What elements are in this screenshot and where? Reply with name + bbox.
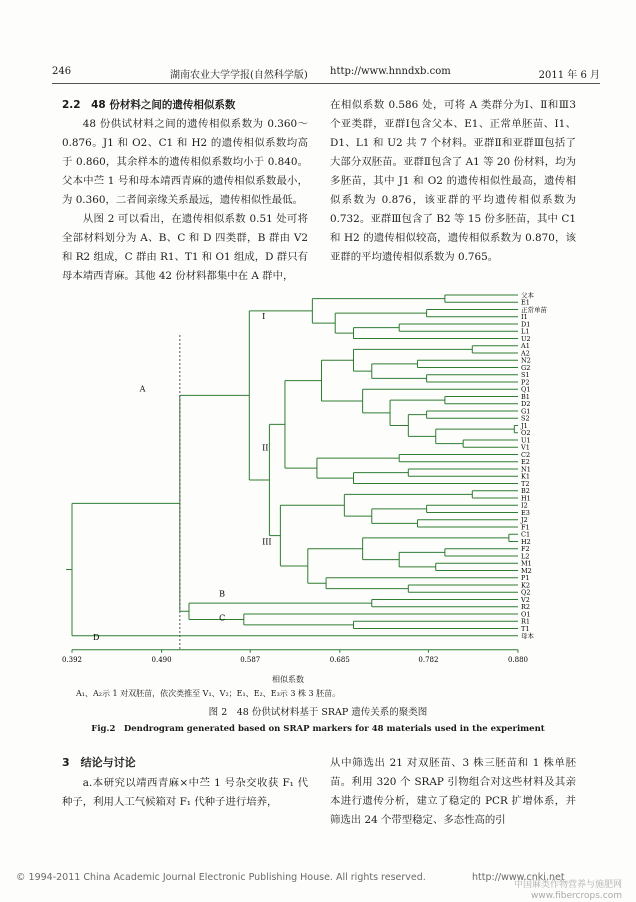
group-label-C: C [219,613,226,623]
leaf-label: D2 [521,400,531,409]
x-tick-label: 0.392 [61,655,83,664]
paragraph: 从图 2 可以看出，在遗传相似系数 0.51 处可将全部材料划分为 A、B、C 和 D 四类群，B 群由 V2 和 R2 组成，C 群由 R1、T1 和 O1 组成，D 群只有母本靖西青麻。其他 42 份材料都集中在 A 群中， [62,213,308,282]
leaf-label: D1 [521,320,531,329]
leaf-label: J2 [521,516,528,525]
figure-note: A₁、A₂示 1 对双胚苗，依次类推至 V₁、V₂；E₁、E₂、E₃示 3 株 3 胚苗。 [76,689,341,698]
leaf-label: I1 [521,313,528,322]
leaf-label: T2 [521,479,530,488]
leaf-label: R1 [521,617,531,626]
leaf-label: A2 [521,349,530,358]
leaf-label: V2 [521,595,530,604]
leaf-label: G1 [521,407,531,416]
watermark-line: 中国麻类作物营养与施肥网 [513,880,622,890]
figure-caption-en: Fig.2 Dendrogram generated based on SRAP markers for 48 materials used in the experiment [91,724,545,734]
journal-url[interactable]: http://www.hnndxb.com [330,66,451,77]
group-label-II: II [262,443,269,453]
leaf-label: N1 [521,465,531,474]
page-number: 246 [52,66,72,77]
header-rule [52,83,600,84]
leaf-label: L2 [521,552,530,561]
group-label-III: III [262,537,272,547]
leaf-label: S1 [521,371,530,380]
leaf-label: U2 [521,334,531,343]
leaf-label: P1 [521,574,530,583]
left-column [62,96,308,286]
leaf-label: M2 [521,566,532,575]
leaf-label: J1 [521,421,528,430]
leaf-label: A1 [521,342,530,351]
group-label-I: I [262,311,266,321]
leaf-label: G2 [521,363,531,372]
leaf-label: L1 [521,327,530,336]
leaf-label: C2 [521,450,531,459]
leaf-label: Q2 [521,588,531,597]
x-tick-label: 0.685 [329,655,350,664]
leaf-label: V1 [521,443,530,452]
watermark-line: www.fibercrops.com [531,891,622,901]
group-label-B: B [219,589,226,599]
paragraph: a.本研究以靖西青麻×中苎 1 号杂交收获 F₁ 代种子，利用人工气候箱对 F₁ 代种子进行培养， [62,777,308,808]
leaf-label: H1 [521,494,531,503]
leaf-label: R2 [521,603,531,612]
watermark [514,880,622,902]
leaf-label: E2 [521,458,530,467]
paragraph: 从中筛选出 21 对双胚苗、3 株三胚苗和 1 株单胚苗。利用 320 个 SRAP 引物组合对这些材料及其亲本进行遗传分析，建立了稳定的 PCR 扩增体系，并筛选出 24 个带型稳定、多态性高的引 [330,757,576,826]
section-heading-2-2: 2.2 48 份材料之间的遗传相似系数 [62,99,236,111]
leaf-label: P2 [521,378,530,387]
footer-url[interactable]: http://www.cnki.net [472,872,565,883]
paragraph: 在相似系数 0.586 处，可将 A 类群分为Ⅰ、Ⅱ和Ⅲ3 个亚类群，亚群Ⅰ包含父本、E1、正常单胚苗、I1、D1、L1 和 U2 共 7 个材料。亚群Ⅱ和亚群Ⅲ包括了大部分双胚苗。亚群Ⅱ包含了 A1 等 20 份材料，均为多胚苗，其中 J1 和 O2 的遗传相似性最高，遗传相似系数为 0.876，该亚群的平均遗传相似系数为 0.732。亚群Ⅲ包含了 B2 等 15 份多胚苗，其中 C1 和 H2 的遗传相似较高，遗传相似系数为 0.870，该亚群的平均遗传相似系数为 0.765。 [330,99,576,263]
leaf-label: S2 [521,414,530,423]
leaf-label: M1 [521,559,532,568]
dendrogram-figure [60,285,547,677]
journal-name: 湖南农业大学学报(自然科学版) [170,70,308,81]
x-tick-label: 0.782 [418,655,439,664]
x-tick-label: 0.490 [151,655,172,664]
leaf-label: E1 [521,298,530,307]
leaf-label: 母本 [521,632,534,641]
running-header [52,66,600,82]
leaf-label: I2 [521,501,528,510]
paragraph: 48 份供试材料之间的遗传相似系数为 0.360～0.876。J1 和 O2、C1 和 H2 的遗传相似系数均高于 0.860，其余样本的遗传相似系数均小于 0.840。父本中苎 1 号和母本靖西青麻的遗传相似系数最小，为 0.360，二者间亲缘关系最远，遗传相似性最低。 [62,118,308,206]
left-column-lower [62,774,308,812]
section-heading-3: 3 结论与讨论 [62,756,136,769]
right-column [330,96,576,267]
leaf-label: 父本 [521,291,534,300]
leaf-label: K2 [521,581,530,590]
leaf-label: Q1 [521,385,531,394]
leaf-label: B2 [521,487,530,496]
leaf-label: K1 [521,472,530,481]
leaf-label: U1 [521,436,531,445]
leaf-label: O1 [521,610,531,619]
copyright-text: © 1994-2011 China Academic Journal Electronic Publishing House. All rights reserved. [16,872,426,883]
group-label-D: D [93,632,100,642]
leaf-label: F2 [521,545,530,554]
leaf-label: N2 [521,356,531,365]
figure-caption-cn: 图 2 48 份供试材料基于 SRAP 遗传关系的聚类图 [208,707,428,718]
leaf-label: 正常单苗 [521,305,547,314]
x-tick-label: 0.880 [507,655,529,664]
leaf-label: O2 [521,429,531,438]
leaf-label: H2 [521,537,531,546]
leaf-label: C1 [521,530,531,539]
leaf-label: E3 [521,508,530,517]
right-column-lower [330,754,576,830]
leaf-label: B1 [521,392,530,401]
x-tick-label: 0.587 [240,655,261,664]
issue-date: 2011 年 6 月 [538,70,600,81]
leaf-label: F1 [521,523,530,532]
leaf-label: T1 [521,624,530,633]
group-label-A: A [139,384,146,394]
x-axis-label: 相似系数 [272,675,304,684]
